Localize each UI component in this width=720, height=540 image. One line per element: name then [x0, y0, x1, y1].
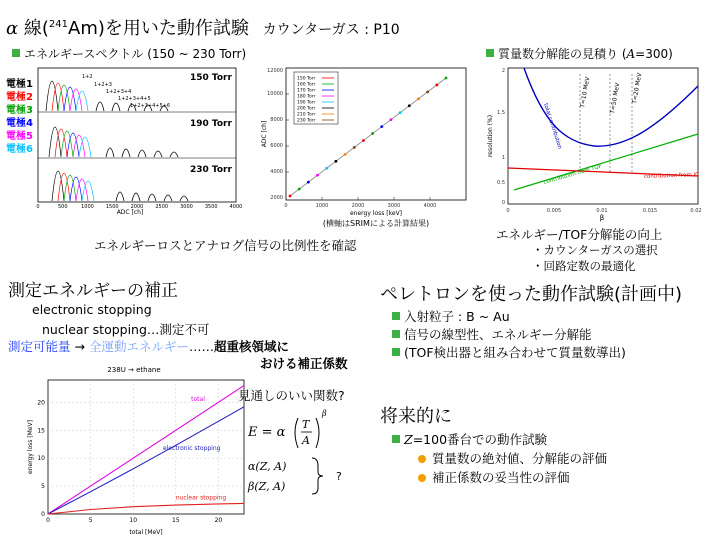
massres-ytick: 0 [501, 200, 505, 206]
linearity-point [307, 181, 310, 184]
mass-resolution-header [486, 45, 673, 62]
stopping-xtick: 10 [129, 517, 138, 524]
future-item-text: =100番台での動作試験 [412, 432, 548, 447]
linearity-ytick: 4000 [270, 169, 283, 175]
linearity-legend-entry: 170 Torr [297, 88, 316, 94]
title-main-post: Am)を用いた動作試験 [68, 18, 249, 39]
linearity-point [316, 174, 319, 177]
bullet-square-icon [392, 312, 400, 320]
stopping-xtick: 15 [172, 517, 180, 524]
orange-dot-icon [418, 474, 426, 482]
linearity-point [380, 125, 383, 128]
stopping-xtick: 0 [46, 517, 50, 524]
formula-alpha-ZA: α(Z, A) [248, 460, 287, 473]
linearity-point [435, 84, 438, 87]
formula-beta-ZA: β(Z, A) [248, 480, 286, 493]
orange-dot-icon [418, 455, 426, 463]
annot-total: total contribution [542, 102, 563, 150]
correction-formula [244, 402, 364, 502]
linearity-point [289, 195, 292, 198]
stopping-ytick: 0 [41, 511, 45, 518]
massres-xtick: 0.01 [596, 208, 608, 214]
massres-xtick: 0.015 [642, 208, 658, 214]
spectrum-xtick: 4000 [229, 204, 243, 210]
measurable-line [8, 337, 289, 355]
linearity-legend-entry: 180 Torr [297, 94, 316, 100]
spectrum-xtick: 1000 [81, 204, 94, 210]
curve-label-nuclear: nuclear stopping [175, 494, 227, 502]
stopping-chart-title: 238U → ethane [107, 366, 161, 374]
mass-res-subitem-1: ・カウンターガスの選択 [532, 243, 658, 257]
linearity-note: (横軸はSRIMによる計算結果) [322, 219, 430, 228]
pelletron-item-1 [392, 307, 510, 325]
stopping-xlabel: total [MeV] [129, 529, 163, 536]
linearity-legend-entry: 210 Torr [297, 112, 316, 118]
massres-ylabel: resolution (%) [487, 114, 494, 158]
mass-res-subitem-2: ・回路定数の最適化 [532, 259, 636, 273]
linearity-plot [256, 64, 474, 232]
electronic-stopping-text: electronic stopping [32, 302, 152, 317]
spectrum-xtick: 0 [36, 204, 40, 210]
linearity-xtick: 0 [284, 203, 288, 209]
linearity-point [344, 153, 347, 156]
linearity-ytick: 10000 [267, 91, 283, 97]
pelletron-item-3-text: (TOF検出器と組み合わせて質量数導出) [404, 345, 626, 360]
future-subitem-1 [418, 449, 607, 467]
formula-E: E = α [248, 425, 286, 440]
spectrum-xtick: 2000 [130, 204, 144, 210]
future-subitem-2 [418, 468, 570, 486]
linearity-point [353, 146, 356, 149]
stopping-xtick: 20 [214, 517, 223, 524]
pelletron-item-3 [392, 343, 626, 361]
nuclear-stopping-text: nuclear stopping…測定不可 [42, 322, 210, 337]
electrode-legend [6, 78, 33, 156]
energy-spectrum-header [12, 45, 246, 62]
linearity-xtick: 1000 [315, 203, 329, 209]
mass-res-header-post: =300) [635, 47, 673, 61]
correction-heading: 測定エネルギーの補正 [8, 281, 178, 301]
linearity-point [298, 188, 301, 191]
measurable-quantity: 測定可能量 [8, 339, 71, 354]
spectrum-xtick: 500 [57, 204, 68, 210]
formula-beta: β [322, 409, 327, 418]
title-superscript: 241 [48, 19, 69, 30]
linearity-legend-entry: 190 Torr [297, 100, 316, 106]
peak-label-2: 1+2+3 [94, 82, 112, 88]
heavy-region-text: 超重核領域に [213, 339, 289, 354]
linearity-ytick: 8000 [270, 117, 283, 123]
linearity-point [399, 111, 402, 114]
annot-t10: T=10 MeV [579, 76, 592, 109]
massres-xtick: 0 [506, 208, 510, 214]
pelletron-item-2-text: 信号の線型性、エネルギー分解能 [404, 327, 592, 342]
linearity-legend-entry: 230 Torr [297, 118, 316, 124]
linearity-ytick: 12000 [267, 68, 283, 74]
mass-res-header-var: A [626, 47, 636, 61]
massres-ytick: 2 [501, 68, 505, 74]
massres-ytick: 1.5 [497, 110, 505, 116]
curve-label-electronic: electronic stopping [163, 444, 221, 452]
linearity-caption: エネルギーロスとアナログ信号の比例性を確認 [94, 238, 357, 253]
annot-ic: contribution from IC [643, 172, 700, 180]
formula-paren-right [316, 418, 319, 448]
linearity-xlabel: energy loss [keV] [349, 210, 403, 217]
energy-spectrum-plot [30, 66, 243, 216]
massres-xlabel: β [599, 214, 605, 222]
massres-xtick: 0.005 [546, 208, 562, 214]
linearity-point [390, 118, 393, 121]
electrode-legend-item: 電極1 [6, 79, 33, 90]
promising-function-text: 見通しのいい関数? [238, 388, 345, 403]
electrode-legend-item: 電極3 [6, 105, 33, 116]
linearity-legend-entry: 200 Torr [297, 106, 316, 112]
future-item-z: Z [404, 432, 413, 447]
massres-ytick: 0.5 [497, 180, 505, 186]
pelletron-item-1-text: 入射粒子 : B ~ Au [404, 309, 510, 324]
massres-xtick: 0.02 [690, 208, 702, 214]
formula-paren-left [295, 418, 298, 448]
linearity-xtick: 4000 [423, 203, 437, 209]
spectrum-xtick: 2500 [155, 204, 169, 210]
spectrum-xtick: 3000 [180, 204, 193, 210]
future-item [392, 430, 547, 448]
electrode-legend-item: 電極5 [6, 131, 33, 142]
stopping-xtick: 5 [88, 517, 93, 524]
mass-res-header-pre: 質量数分解能の見積り ( [498, 47, 627, 61]
stopping-ytick: 15 [37, 427, 45, 435]
annot-tof: contribution from TOF [542, 163, 603, 186]
stopping-chart [24, 362, 248, 538]
stopping-ytick: 5 [41, 483, 45, 491]
linearity-point [362, 139, 365, 142]
annot-t20: T=20 MeV [631, 72, 644, 105]
total-kinetic-energy: 全運動エネルギー [88, 339, 189, 354]
stopping-ylabel: energy loss [MeV] [27, 420, 34, 474]
curve-label-total: total [191, 396, 205, 404]
mass-resolution-plot [484, 64, 704, 222]
bullet-square-icon [12, 49, 20, 57]
formula-T: T [302, 418, 310, 431]
formula-question: ? [336, 470, 342, 483]
peak-label-3: 1+2+3+4 [106, 89, 132, 95]
mass-res-caption: エネルギー/TOF分解能の向上 [496, 227, 663, 242]
linearity-ytick: 2000 [270, 195, 283, 201]
massres-ytick: 1 [501, 155, 505, 161]
linearity-point [408, 104, 411, 107]
future-heading: 将来的に [380, 406, 452, 427]
linearity-point [426, 90, 429, 93]
counter-gas-label: カウンターガス : P10 [262, 22, 400, 38]
linearity-ytick: 6000 [270, 143, 283, 149]
formula-A: A [302, 434, 310, 447]
pressure-label-230: 230 Torr [190, 165, 232, 175]
bullet-square-icon [486, 49, 494, 57]
stopping-ytick: 20 [37, 399, 45, 407]
spectrum-xtick: 1500 [105, 204, 119, 210]
future-subitem-2-text: 補正係数の妥当性の評価 [432, 470, 570, 485]
linearity-ylabel: ADC [ch] [261, 120, 268, 148]
peak-label-1: 1+2 [82, 74, 93, 80]
arrow-icon: → [74, 339, 85, 354]
linearity-xtick: 3000 [387, 203, 401, 209]
electrode-legend-item: 電極4 [6, 118, 33, 129]
linearity-point [445, 77, 448, 80]
linearity-point [371, 132, 374, 135]
spectrum-xtick: 3500 [204, 204, 218, 210]
bullet-square-icon [392, 348, 400, 356]
slide-title [6, 14, 400, 40]
pressure-label-190: 190 Torr [190, 119, 232, 129]
stopping-ytick: 10 [37, 455, 45, 463]
alpha-symbol: α [6, 18, 19, 39]
annot-t50: T=50 MeV [609, 82, 622, 115]
bullet-square-icon [392, 330, 400, 338]
bullet-square-icon [392, 435, 400, 443]
linearity-point [325, 167, 328, 170]
pressure-label-150: 150 Torr [190, 73, 232, 83]
future-subitem-1-text: 質量数の絶対値、分解能の評価 [432, 451, 608, 466]
linearity-xtick: 2000 [351, 203, 365, 209]
linearity-legend-entry: 160 Torr [297, 82, 316, 88]
energy-spectrum-header-text: エネルギースペクトル (150 ~ 230 Torr) [24, 47, 247, 61]
linearity-point [417, 97, 420, 100]
ellipsis-dots: …… [188, 339, 214, 354]
formula-brace [312, 458, 323, 494]
linearity-legend-entry: 150 Torr [297, 76, 316, 82]
pelletron-item-2 [392, 325, 592, 343]
peak-label-4: 1+2+3+4+5 [118, 96, 151, 102]
electrode-legend-item: 電極6 [6, 144, 33, 155]
linearity-point [334, 160, 337, 163]
spectrum-xlabel: ADC [ch] [116, 209, 144, 216]
correction-factor-text: おける補正係数 [260, 356, 348, 371]
electrode-legend-item: 電極2 [6, 92, 33, 103]
peak-label-5: 1+2+3+4+5+6 [130, 103, 171, 109]
pelletron-heading: ペレトロンを使った動作試験(計画中) [380, 284, 683, 305]
title-main-pre: 線( [23, 18, 49, 39]
